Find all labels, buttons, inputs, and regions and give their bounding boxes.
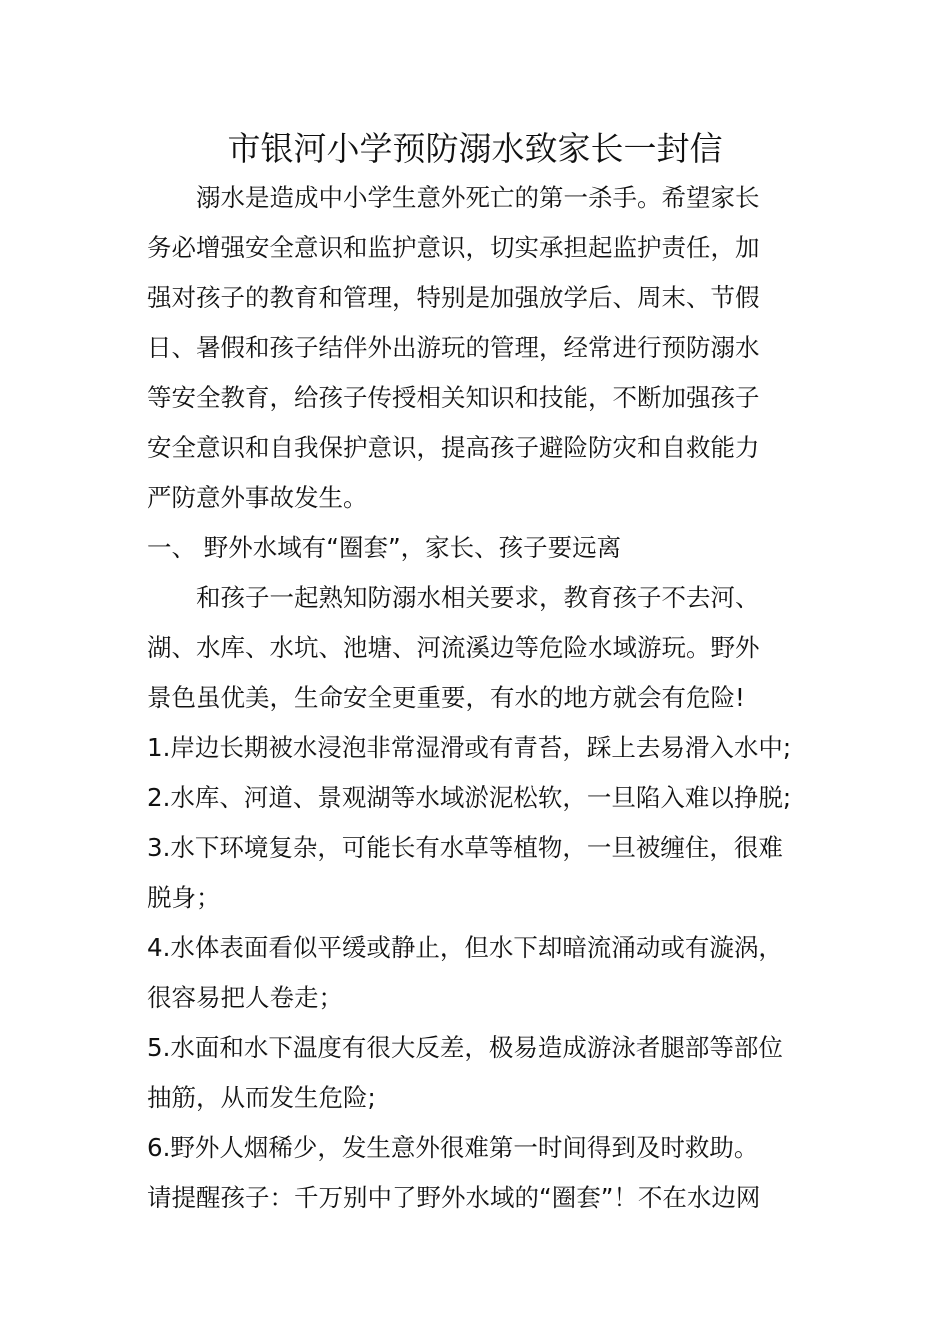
paragraph-line: 日、暑假和孩子结伴外出游玩的管理，经常进行预防溺水 [147, 333, 760, 362]
list-item: 5.水面和水下温度有很大反差，极易造成游泳者腿部等部位 [147, 1033, 783, 1062]
paragraph-line: 景色虽优美，生命安全更重要，有水的地方就会有危险! [147, 683, 745, 712]
paragraph-line: 严防意外事故发生。 [147, 483, 368, 512]
list-item: 1.岸边长期被水浸泡非常湿滑或有青苔，踩上去易滑入水中; [147, 733, 792, 762]
paragraph-line: 和孩子一起熟知防溺水相关要求，教育孩子不去河、 [196, 583, 760, 612]
paragraph-line: 湖、水库、水坑、池塘、河流溪边等危险水域游玩。野外 [147, 633, 760, 662]
page-title: 市银河小学预防溺水致家长一封信 [227, 129, 723, 168]
paragraph-line: 强对孩子的教育和管理，特别是加强放学后、周末、节假 [147, 283, 760, 312]
paragraph-line: 请提醒孩子：千万别中了野外水域的“圈套”！不在水边网 [147, 1183, 761, 1212]
paragraph-line: 务必增强安全意识和监护意识，切实承担起监护责任，加 [147, 233, 760, 262]
paragraph-line: 等安全教育，给孩子传授相关知识和技能，不断加强孩子 [147, 383, 760, 412]
list-item: 4.水体表面看似平缓或静止，但水下却暗流涌动或有漩涡， [147, 933, 783, 962]
paragraph-line: 溺水是造成中小学生意外死亡的第一杀手。希望家长 [196, 183, 760, 212]
list-item-continuation: 脱身； [147, 883, 221, 912]
list-item: 3.水下环境复杂，可能长有水草等植物，一旦被缠住，很难 [147, 833, 783, 862]
list-item-continuation: 抽筋，从而发生危险; [147, 1083, 376, 1112]
list-item-continuation: 很容易把人卷走； [147, 983, 343, 1012]
list-item: 2.水库、河道、景观湖等水域淤泥松软，一旦陷入难以挣脱; [147, 783, 792, 812]
paragraph-line: 安全意识和自我保护意识，提高孩子避险防灾和自救能力 [147, 433, 760, 462]
section-heading: 一、 野外水域有“圈套”，家长、孩子要远离 [147, 533, 622, 562]
list-item: 6.野外人烟稀少，发生意外很难第一时间得到及时救助。 [147, 1133, 759, 1162]
